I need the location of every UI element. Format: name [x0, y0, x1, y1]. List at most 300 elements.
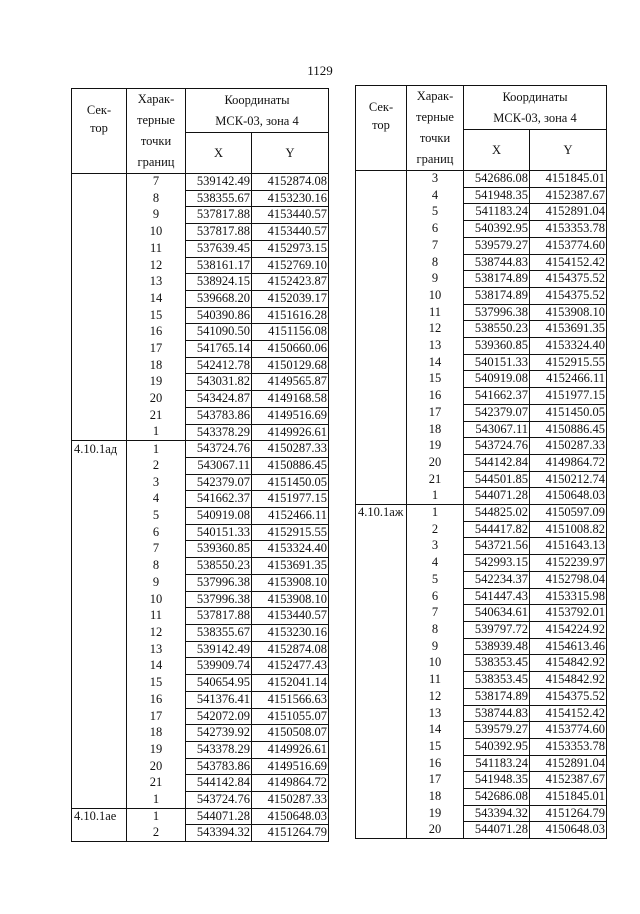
- x-cell: 542379.07: [464, 404, 530, 421]
- sector-cell: [356, 438, 407, 455]
- point-cell: 10: [407, 287, 464, 304]
- table-row: [72, 307, 329, 324]
- y-cell: 4153353.78: [530, 221, 607, 238]
- x-cell: 543721.56: [464, 538, 530, 555]
- point-cell: 20: [407, 822, 464, 839]
- point-cell: 21: [127, 775, 186, 792]
- table-row: [356, 605, 607, 622]
- x-cell: 537996.38: [186, 591, 252, 608]
- point-cell: 17: [127, 708, 186, 725]
- coordinates-body-right: [356, 171, 607, 839]
- x-cell: 540390.86: [186, 307, 252, 324]
- point-cell: 11: [407, 304, 464, 321]
- point-cell: 15: [407, 738, 464, 755]
- x-cell: 538174.89: [464, 271, 530, 288]
- table-row: [72, 324, 329, 341]
- y-cell: 4149926.61: [252, 741, 329, 758]
- y-cell: 4152239.97: [530, 555, 607, 572]
- sector-cell: 4.10.1аж: [356, 505, 407, 522]
- point-cell: 11: [407, 672, 464, 689]
- header-y: Y: [530, 130, 607, 171]
- page-number: 1129: [307, 63, 333, 78]
- x-cell: 539360.85: [464, 338, 530, 355]
- header-coordinates-line1: Координаты: [224, 92, 290, 107]
- header-points-line2: терные: [416, 110, 454, 124]
- y-cell: 4151450.05: [252, 474, 329, 491]
- table-row: [72, 658, 329, 675]
- y-cell: 4153774.60: [530, 237, 607, 254]
- x-cell: 538355.67: [186, 624, 252, 641]
- x-cell: 539579.27: [464, 237, 530, 254]
- sector-cell: [356, 338, 407, 355]
- point-cell: 16: [127, 324, 186, 341]
- header-coordinates-line2: МСК-03, зона 4: [493, 110, 577, 125]
- table-row: [72, 257, 329, 274]
- sector-cell: [72, 608, 127, 625]
- x-cell: 537996.38: [464, 304, 530, 321]
- table-row: [356, 254, 607, 271]
- x-cell: 538355.67: [186, 190, 252, 207]
- sector-cell: [72, 424, 127, 441]
- point-cell: 1: [407, 505, 464, 522]
- y-cell: 4149864.72: [252, 775, 329, 792]
- sector-cell: [72, 641, 127, 658]
- x-cell: 541662.37: [464, 388, 530, 405]
- point-cell: 4: [407, 187, 464, 204]
- x-cell: 541183.24: [464, 755, 530, 772]
- sector-cell: 4.10.1ае: [72, 808, 127, 825]
- header-points-line1: Харак-: [416, 89, 454, 103]
- y-cell: 4153230.16: [252, 624, 329, 641]
- header-points: [407, 86, 464, 171]
- point-cell: 9: [127, 207, 186, 224]
- y-cell: 4150287.33: [252, 441, 329, 458]
- sector-cell: [72, 290, 127, 307]
- sector-cell: [356, 521, 407, 538]
- sector-cell: [356, 621, 407, 638]
- y-cell: 4153440.57: [252, 224, 329, 241]
- x-cell: 542739.92: [186, 725, 252, 742]
- table-row: [72, 491, 329, 508]
- header-sector-line2: тор: [372, 118, 390, 132]
- header-sector-line1: Сек-: [368, 100, 394, 114]
- point-cell: 18: [127, 725, 186, 742]
- header-sector: [72, 89, 127, 174]
- table-row: [356, 438, 607, 455]
- point-cell: 6: [127, 524, 186, 541]
- point-cell: 19: [407, 438, 464, 455]
- sector-cell: [356, 421, 407, 438]
- table-row: [72, 624, 329, 641]
- point-cell: 10: [127, 591, 186, 608]
- x-cell: 543724.76: [186, 441, 252, 458]
- x-cell: 538174.89: [464, 688, 530, 705]
- x-cell: 541183.24: [464, 204, 530, 221]
- y-cell: 4153774.60: [530, 722, 607, 739]
- table-row: [356, 505, 607, 522]
- sector-cell: [356, 271, 407, 288]
- sector-cell: [72, 508, 127, 525]
- x-cell: 543724.76: [464, 438, 530, 455]
- table-row: [356, 287, 607, 304]
- y-cell: 4153691.35: [530, 321, 607, 338]
- table-row: [72, 574, 329, 591]
- sector-cell: [72, 307, 127, 324]
- y-cell: 4152466.11: [252, 508, 329, 525]
- y-cell: 4150287.33: [252, 792, 329, 809]
- header-coordinates: [464, 86, 607, 130]
- sector-cell: [72, 558, 127, 575]
- table-row: [72, 741, 329, 758]
- table-row: [72, 708, 329, 725]
- sector-cell: [356, 321, 407, 338]
- y-cell: 4151450.05: [530, 404, 607, 421]
- table-row: [356, 338, 607, 355]
- x-cell: 540654.95: [186, 675, 252, 692]
- table-row: [72, 825, 329, 842]
- point-cell: 10: [407, 655, 464, 672]
- x-cell: 543783.86: [186, 758, 252, 775]
- sector-cell: [356, 605, 407, 622]
- table-row: [72, 240, 329, 257]
- point-cell: 9: [127, 574, 186, 591]
- table-row: [356, 638, 607, 655]
- y-cell: 4152039.17: [252, 290, 329, 307]
- y-cell: 4150129.68: [252, 357, 329, 374]
- y-cell: 4150886.45: [530, 421, 607, 438]
- table-row: [356, 805, 607, 822]
- y-cell: 4152387.67: [530, 772, 607, 789]
- x-cell: 537817.88: [186, 207, 252, 224]
- x-cell: 543394.32: [464, 805, 530, 822]
- x-cell: 541376.41: [186, 691, 252, 708]
- header-points-line2: терные: [137, 113, 175, 127]
- sector-cell: [356, 388, 407, 405]
- x-cell: 544825.02: [464, 505, 530, 522]
- sector-cell: [72, 341, 127, 358]
- x-cell: 537639.45: [186, 240, 252, 257]
- y-cell: 4150508.07: [252, 725, 329, 742]
- table-row: [72, 675, 329, 692]
- x-cell: 543783.86: [186, 407, 252, 424]
- table-row: [72, 792, 329, 809]
- sector-cell: [356, 722, 407, 739]
- sector-cell: [72, 174, 127, 191]
- table-row: [356, 789, 607, 806]
- x-cell: 540151.33: [464, 354, 530, 371]
- x-cell: 538744.83: [464, 254, 530, 271]
- sector-cell: [356, 588, 407, 605]
- point-cell: 16: [127, 691, 186, 708]
- x-cell: 538161.17: [186, 257, 252, 274]
- point-cell: 16: [407, 388, 464, 405]
- x-cell: 540919.08: [464, 371, 530, 388]
- x-cell: 537817.88: [186, 224, 252, 241]
- point-cell: 12: [407, 688, 464, 705]
- x-cell: 543424.87: [186, 391, 252, 408]
- x-cell: 540151.33: [186, 524, 252, 541]
- y-cell: 4152477.43: [252, 658, 329, 675]
- table-row: [356, 221, 607, 238]
- sector-cell: [72, 240, 127, 257]
- x-cell: 539142.49: [186, 174, 252, 191]
- sector-cell: [356, 454, 407, 471]
- sector-cell: [356, 655, 407, 672]
- y-cell: 4152874.08: [252, 641, 329, 658]
- header-coordinates-line1: Координаты: [502, 89, 568, 104]
- table-row: [356, 521, 607, 538]
- point-cell: 2: [127, 457, 186, 474]
- table-row: [356, 672, 607, 689]
- sector-cell: 4.10.1ад: [72, 441, 127, 458]
- coordinates-table-left: [71, 88, 329, 842]
- point-cell: 21: [407, 471, 464, 488]
- point-cell: 7: [407, 605, 464, 622]
- sector-cell: [356, 789, 407, 806]
- table-row: [72, 591, 329, 608]
- x-cell: 543067.11: [464, 421, 530, 438]
- point-cell: 9: [407, 271, 464, 288]
- point-cell: 11: [127, 608, 186, 625]
- y-cell: 4149565.87: [252, 374, 329, 391]
- sector-cell: [356, 287, 407, 304]
- point-cell: 19: [407, 805, 464, 822]
- y-cell: 4151156.08: [252, 324, 329, 341]
- table-row: [72, 424, 329, 441]
- sector-cell: [72, 624, 127, 641]
- point-cell: 8: [127, 190, 186, 207]
- point-cell: 6: [407, 221, 464, 238]
- x-cell: 543724.76: [186, 792, 252, 809]
- point-cell: 20: [127, 758, 186, 775]
- point-cell: 1: [127, 441, 186, 458]
- point-cell: 4: [127, 491, 186, 508]
- table-row: [356, 404, 607, 421]
- x-cell: 544142.84: [464, 454, 530, 471]
- point-cell: 14: [407, 722, 464, 739]
- point-cell: 15: [407, 371, 464, 388]
- sector-cell: [72, 591, 127, 608]
- y-cell: 4149926.61: [252, 424, 329, 441]
- sector-cell: [356, 187, 407, 204]
- x-cell: 541447.43: [464, 588, 530, 605]
- y-cell: 4153353.78: [530, 738, 607, 755]
- sector-cell: [356, 755, 407, 772]
- x-cell: 538353.45: [464, 655, 530, 672]
- y-cell: 4153792.01: [530, 605, 607, 622]
- coordinates-table-right: [355, 85, 607, 839]
- y-cell: 4150886.45: [252, 457, 329, 474]
- y-cell: 4152041.14: [252, 675, 329, 692]
- point-cell: 5: [407, 571, 464, 588]
- sector-cell: [72, 741, 127, 758]
- y-cell: 4154152.42: [530, 254, 607, 271]
- sector-cell: [72, 190, 127, 207]
- y-cell: 4151264.79: [252, 825, 329, 842]
- y-cell: 4152798.04: [530, 571, 607, 588]
- x-cell: 542072.09: [186, 708, 252, 725]
- y-cell: 4150660.06: [252, 341, 329, 358]
- x-cell: 544417.82: [464, 521, 530, 538]
- point-cell: 16: [407, 755, 464, 772]
- point-cell: 11: [127, 240, 186, 257]
- y-cell: 4152891.04: [530, 755, 607, 772]
- x-cell: 544142.84: [186, 775, 252, 792]
- sector-cell: [72, 792, 127, 809]
- sector-cell: [72, 691, 127, 708]
- table-row: [356, 421, 607, 438]
- y-cell: 4153324.40: [252, 541, 329, 558]
- y-cell: 4150648.03: [252, 808, 329, 825]
- y-cell: 4153908.10: [252, 591, 329, 608]
- sector-cell: [356, 488, 407, 505]
- table-row: [72, 341, 329, 358]
- point-cell: 20: [407, 454, 464, 471]
- x-cell: 540634.61: [464, 605, 530, 622]
- sector-cell: [72, 407, 127, 424]
- sector-cell: [72, 207, 127, 224]
- sector-cell: [356, 304, 407, 321]
- x-cell: 543378.29: [186, 741, 252, 758]
- table-row: [356, 321, 607, 338]
- point-cell: 7: [127, 541, 186, 558]
- header-coordinates: [186, 89, 329, 133]
- y-cell: 4151845.01: [530, 171, 607, 188]
- x-cell: 544501.85: [464, 471, 530, 488]
- x-cell: 541090.50: [186, 324, 252, 341]
- x-cell: 538174.89: [464, 287, 530, 304]
- x-cell: 537996.38: [186, 574, 252, 591]
- table-row: [72, 357, 329, 374]
- sector-cell: [72, 675, 127, 692]
- point-cell: 14: [127, 658, 186, 675]
- y-cell: 4153315.98: [530, 588, 607, 605]
- table-row: [356, 488, 607, 505]
- x-cell: 543378.29: [186, 424, 252, 441]
- table-row: [72, 224, 329, 241]
- table-row: [72, 207, 329, 224]
- x-cell: 538353.45: [464, 672, 530, 689]
- point-cell: 3: [127, 474, 186, 491]
- table-row: [72, 691, 329, 708]
- y-cell: 4151264.79: [530, 805, 607, 822]
- table-row: [356, 738, 607, 755]
- point-cell: 17: [407, 404, 464, 421]
- sector-cell: [356, 738, 407, 755]
- table-row: [72, 391, 329, 408]
- x-cell: 539360.85: [186, 541, 252, 558]
- y-cell: 4152891.04: [530, 204, 607, 221]
- table-row: [356, 555, 607, 572]
- header-sector-line2: тор: [90, 121, 108, 135]
- point-cell: 17: [407, 772, 464, 789]
- point-cell: 19: [127, 741, 186, 758]
- sector-cell: [356, 638, 407, 655]
- y-cell: 4151566.63: [252, 691, 329, 708]
- table-row: [72, 407, 329, 424]
- sector-cell: [72, 541, 127, 558]
- table-row: [356, 722, 607, 739]
- y-cell: 4151008.82: [530, 521, 607, 538]
- point-cell: 13: [127, 274, 186, 291]
- sector-cell: [356, 204, 407, 221]
- sector-cell: [356, 171, 407, 188]
- sector-cell: [356, 254, 407, 271]
- point-cell: 18: [407, 421, 464, 438]
- table-row: [72, 524, 329, 541]
- sector-cell: [356, 221, 407, 238]
- x-cell: 539668.20: [186, 290, 252, 307]
- table-row: [356, 187, 607, 204]
- point-cell: 1: [127, 792, 186, 809]
- sector-cell: [356, 705, 407, 722]
- point-cell: 19: [127, 374, 186, 391]
- x-cell: 538550.23: [186, 558, 252, 575]
- table-row: [356, 388, 607, 405]
- y-cell: 4154613.46: [530, 638, 607, 655]
- y-cell: 4154842.92: [530, 655, 607, 672]
- sector-cell: [72, 374, 127, 391]
- table-row: [356, 371, 607, 388]
- x-cell: 541948.35: [464, 187, 530, 204]
- y-cell: 4152915.55: [530, 354, 607, 371]
- table-row: [72, 190, 329, 207]
- sector-cell: [72, 274, 127, 291]
- point-cell: 1: [407, 488, 464, 505]
- point-cell: 5: [127, 508, 186, 525]
- y-cell: 4154375.52: [530, 287, 607, 304]
- sector-cell: [72, 257, 127, 274]
- y-cell: 4151977.15: [252, 491, 329, 508]
- table-row: [356, 271, 607, 288]
- header-points-line3: точки: [419, 131, 451, 145]
- point-cell: 4: [407, 555, 464, 572]
- y-cell: 4152423.87: [252, 274, 329, 291]
- sector-cell: [356, 237, 407, 254]
- sector-cell: [356, 688, 407, 705]
- y-cell: 4150648.03: [530, 488, 607, 505]
- table-row: [72, 608, 329, 625]
- x-cell: 544071.28: [464, 488, 530, 505]
- point-cell: 1: [127, 808, 186, 825]
- y-cell: 4151616.28: [252, 307, 329, 324]
- sector-cell: [356, 538, 407, 555]
- table-row: [72, 641, 329, 658]
- point-cell: 14: [127, 290, 186, 307]
- sector-cell: [356, 672, 407, 689]
- x-cell: 542412.78: [186, 357, 252, 374]
- point-cell: 14: [407, 354, 464, 371]
- y-cell: 4149168.58: [252, 391, 329, 408]
- table-row: [72, 541, 329, 558]
- sector-cell: [72, 758, 127, 775]
- sector-cell: [72, 775, 127, 792]
- table-row: [72, 508, 329, 525]
- table-row: [356, 772, 607, 789]
- y-cell: 4149516.69: [252, 758, 329, 775]
- sector-cell: [356, 555, 407, 572]
- x-cell: 542234.37: [464, 571, 530, 588]
- table-row: [72, 725, 329, 742]
- x-cell: 540392.95: [464, 738, 530, 755]
- y-cell: 4153908.10: [252, 574, 329, 591]
- header-x: X: [186, 133, 252, 174]
- table-row: [356, 571, 607, 588]
- sector-cell: [72, 474, 127, 491]
- y-cell: 4150648.03: [530, 822, 607, 839]
- y-cell: 4154224.92: [530, 621, 607, 638]
- table-row: [356, 538, 607, 555]
